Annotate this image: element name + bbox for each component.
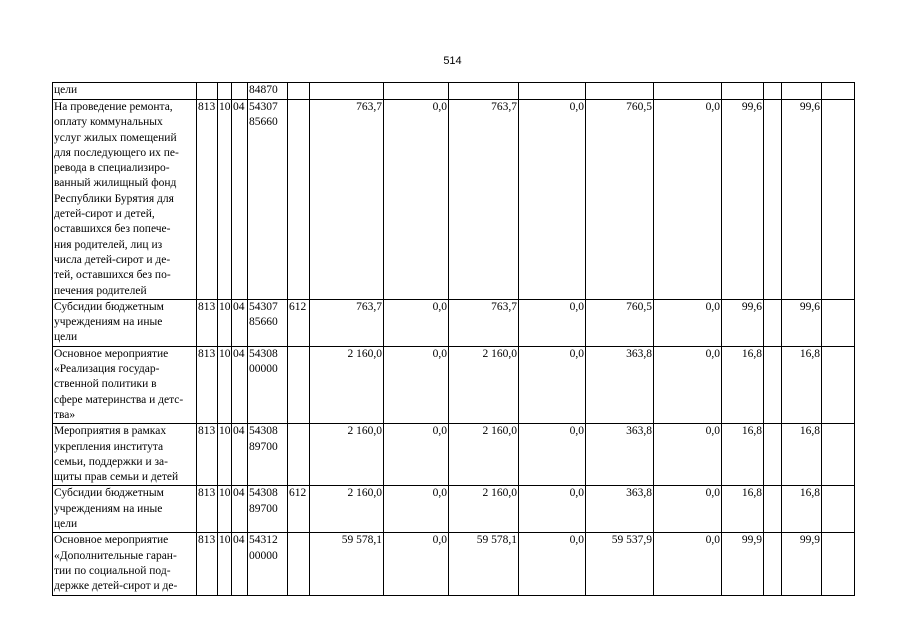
cell-amount-v3: 763,7 — [449, 299, 519, 346]
cell-amount-v2: 0,0 — [384, 533, 449, 595]
cell-chapter: 813 — [197, 533, 218, 595]
cell-subsection: 04 — [232, 424, 248, 486]
cell-amount-v7: 16,8 — [722, 424, 764, 486]
cell-empty — [822, 486, 855, 533]
cell-amount-v8 — [764, 424, 782, 486]
cell-subsection: 04 — [232, 486, 248, 533]
cell-amount-v9: 16,8 — [782, 424, 822, 486]
description-line: ственной политики в — [54, 378, 157, 391]
description-line: ванный жилищный фонд — [54, 177, 177, 190]
code-line: 54307 — [249, 300, 278, 313]
code-line: 54308 — [249, 425, 278, 438]
cell-expense-type: 612 — [288, 486, 310, 533]
cell-amount-v7: 99,9 — [722, 533, 764, 595]
cell-description — [53, 299, 197, 346]
cell-expense-type — [288, 100, 310, 300]
cell-empty — [822, 299, 855, 346]
cell-expense-type — [288, 83, 310, 100]
table-body — [53, 83, 855, 596]
description-line: оставшихся без попече- — [54, 223, 171, 236]
cell-amount-v7: 99,6 — [722, 299, 764, 346]
description-line: Основное мероприятие — [54, 347, 169, 360]
cell-chapter: 813 — [197, 486, 218, 533]
description-line: цели — [54, 518, 78, 531]
code-line: 89700 — [249, 440, 278, 453]
cell-amount-v3: 763,7 — [449, 100, 519, 300]
cell-chapter: 813 — [197, 299, 218, 346]
description-line: цели — [54, 84, 78, 96]
cell-amount-v5: 760,5 — [586, 100, 654, 300]
description-line: семьи, поддержки и за- — [54, 455, 168, 468]
code-line: 84870 — [249, 84, 278, 96]
cell-empty — [822, 533, 855, 595]
cell-subsection: 04 — [232, 100, 248, 300]
cell-description — [53, 100, 197, 300]
table-row — [53, 533, 855, 595]
cell-amount-v1: 763,7 — [310, 100, 384, 300]
table-row — [53, 100, 855, 300]
cell-amount-v8 — [764, 486, 782, 533]
cell-amount-v5: 363,8 — [586, 346, 654, 423]
cell-amount-v1: 2 160,0 — [310, 424, 384, 486]
cell-amount-v3: 59 578,1 — [449, 533, 519, 595]
cell-expense-type: 612 — [288, 299, 310, 346]
description-line: для последующего их пе- — [54, 146, 179, 159]
cell-amount-v7: 16,8 — [722, 486, 764, 533]
cell-amount-v4 — [519, 83, 586, 100]
cell-amount-v3: 2 160,0 — [449, 424, 519, 486]
cell-amount-v2: 0,0 — [384, 299, 449, 346]
description-line: детей-сирот и детей, — [54, 208, 155, 221]
cell-target-code — [248, 424, 288, 486]
code-line: 00000 — [249, 549, 278, 562]
description-line: Республики Бурятия для — [54, 192, 174, 205]
cell-amount-v4: 0,0 — [519, 533, 586, 595]
code-line: 54312 — [249, 534, 278, 547]
table-row — [53, 486, 855, 533]
cell-expense-type — [288, 346, 310, 423]
table-row — [53, 424, 855, 486]
cell-description — [53, 346, 197, 423]
cell-amount-v6: 0,0 — [654, 424, 722, 486]
cell-amount-v2: 0,0 — [384, 486, 449, 533]
description-line: держке детей-сирот и де- — [54, 580, 178, 593]
code-line: 00000 — [249, 363, 278, 376]
cell-amount-v9 — [782, 83, 822, 100]
cell-amount-v4: 0,0 — [519, 486, 586, 533]
cell-target-code — [248, 83, 288, 100]
cell-chapter — [197, 83, 218, 100]
cell-target-code — [248, 533, 288, 595]
budget-table — [52, 82, 855, 596]
cell-empty — [822, 346, 855, 423]
code-line: 54308 — [249, 347, 278, 360]
code-line: 54308 — [249, 487, 278, 500]
cell-target-code — [248, 346, 288, 423]
cell-amount-v8 — [764, 346, 782, 423]
cell-section: 10 — [218, 486, 232, 533]
description-line: оплату коммунальных — [54, 116, 163, 129]
cell-amount-v1: 59 578,1 — [310, 533, 384, 595]
cell-section: 10 — [218, 533, 232, 595]
cell-amount-v2: 0,0 — [384, 424, 449, 486]
cell-section: 10 — [218, 424, 232, 486]
description-line: Мероприятия в рамках — [54, 425, 167, 438]
cell-subsection: 04 — [232, 533, 248, 595]
cell-target-code — [248, 486, 288, 533]
cell-section: 10 — [218, 299, 232, 346]
description-line: тва» — [54, 408, 76, 421]
cell-amount-v4: 0,0 — [519, 100, 586, 300]
cell-subsection: 04 — [232, 299, 248, 346]
description-line: числа детей-сирот и де- — [54, 253, 171, 266]
cell-amount-v1: 763,7 — [310, 299, 384, 346]
cell-description — [53, 83, 197, 100]
cell-amount-v9: 99,6 — [782, 100, 822, 300]
description-line: укрепления института — [54, 440, 164, 453]
description-line: услуг жилых помещений — [54, 131, 177, 144]
table-row — [53, 346, 855, 423]
cell-amount-v9: 16,8 — [782, 346, 822, 423]
cell-amount-v6: 0,0 — [654, 486, 722, 533]
cell-amount-v6: 0,0 — [654, 346, 722, 423]
cell-empty — [822, 100, 855, 300]
cell-chapter: 813 — [197, 100, 218, 300]
table-row — [53, 299, 855, 346]
description-line: учреждениям на иные — [54, 502, 163, 515]
cell-amount-v4: 0,0 — [519, 346, 586, 423]
code-line: 54307 — [249, 101, 278, 113]
cell-description — [53, 424, 197, 486]
description-line: Основное мероприятие — [54, 534, 169, 547]
cell-target-code — [248, 299, 288, 346]
cell-amount-v7: 16,8 — [722, 346, 764, 423]
cell-amount-v2 — [384, 83, 449, 100]
description-line: учреждениям на иные — [54, 316, 163, 329]
cell-amount-v9: 99,6 — [782, 299, 822, 346]
cell-subsection — [232, 83, 248, 100]
cell-section: 10 — [218, 100, 232, 300]
cell-section: 10 — [218, 346, 232, 423]
cell-amount-v8 — [764, 100, 782, 300]
description-line: «Реализация государ- — [54, 363, 160, 376]
cell-amount-v3: 2 160,0 — [449, 486, 519, 533]
description-line: ния родителей, лиц из — [54, 238, 163, 251]
description-line: тей, оставшихся без по- — [54, 269, 171, 282]
cell-amount-v5 — [586, 83, 654, 100]
cell-amount-v5: 363,8 — [586, 486, 654, 533]
cell-amount-v6 — [654, 83, 722, 100]
cell-amount-v9: 99,9 — [782, 533, 822, 595]
description-line: щиты прав семьи и детей — [54, 471, 179, 484]
cell-amount-v2: 0,0 — [384, 100, 449, 300]
cell-expense-type — [288, 533, 310, 595]
cell-amount-v6: 0,0 — [654, 100, 722, 300]
description-line: Субсидии бюджетным — [54, 487, 164, 500]
cell-amount-v9: 16,8 — [782, 486, 822, 533]
cell-subsection: 04 — [232, 346, 248, 423]
code-line: 85660 — [249, 316, 278, 329]
cell-amount-v8 — [764, 83, 782, 100]
cell-amount-v5: 363,8 — [586, 424, 654, 486]
description-line: ревода в специализиро- — [54, 162, 170, 175]
cell-amount-v5: 59 537,9 — [586, 533, 654, 595]
description-line: цели — [54, 331, 78, 344]
description-line: печения родителей — [54, 284, 147, 297]
description-line: На проведение ремонта, — [54, 101, 173, 113]
cell-amount-v1 — [310, 83, 384, 100]
cell-amount-v8 — [764, 299, 782, 346]
description-line: «Дополнительные гаран- — [54, 549, 177, 562]
cell-description — [53, 486, 197, 533]
cell-empty — [822, 83, 855, 100]
cell-amount-v6: 0,0 — [654, 299, 722, 346]
cell-target-code — [248, 100, 288, 300]
cell-empty — [822, 424, 855, 486]
cell-amount-v3 — [449, 83, 519, 100]
description-line: Субсидии бюджетным — [54, 300, 164, 313]
description-line: тии по социальной под- — [54, 564, 171, 577]
cell-amount-v2: 0,0 — [384, 346, 449, 423]
cell-amount-v3: 2 160,0 — [449, 346, 519, 423]
cell-amount-v1: 2 160,0 — [310, 486, 384, 533]
cell-amount-v7 — [722, 83, 764, 100]
cell-expense-type — [288, 424, 310, 486]
cell-section — [218, 83, 232, 100]
cell-chapter: 813 — [197, 346, 218, 423]
cell-amount-v1: 2 160,0 — [310, 346, 384, 423]
cell-amount-v8 — [764, 533, 782, 595]
cell-amount-v7: 99,6 — [722, 100, 764, 300]
cell-description — [53, 533, 197, 595]
page-number: 514 — [443, 55, 462, 67]
code-line: 89700 — [249, 502, 278, 515]
cell-chapter: 813 — [197, 424, 218, 486]
code-line: 85660 — [249, 116, 278, 129]
cell-amount-v4: 0,0 — [519, 424, 586, 486]
cell-amount-v5: 760,5 — [586, 299, 654, 346]
cell-amount-v6: 0,0 — [654, 533, 722, 595]
description-line: сфере материнства и детс- — [54, 393, 184, 406]
cell-amount-v4: 0,0 — [519, 299, 586, 346]
table-row — [53, 83, 855, 100]
